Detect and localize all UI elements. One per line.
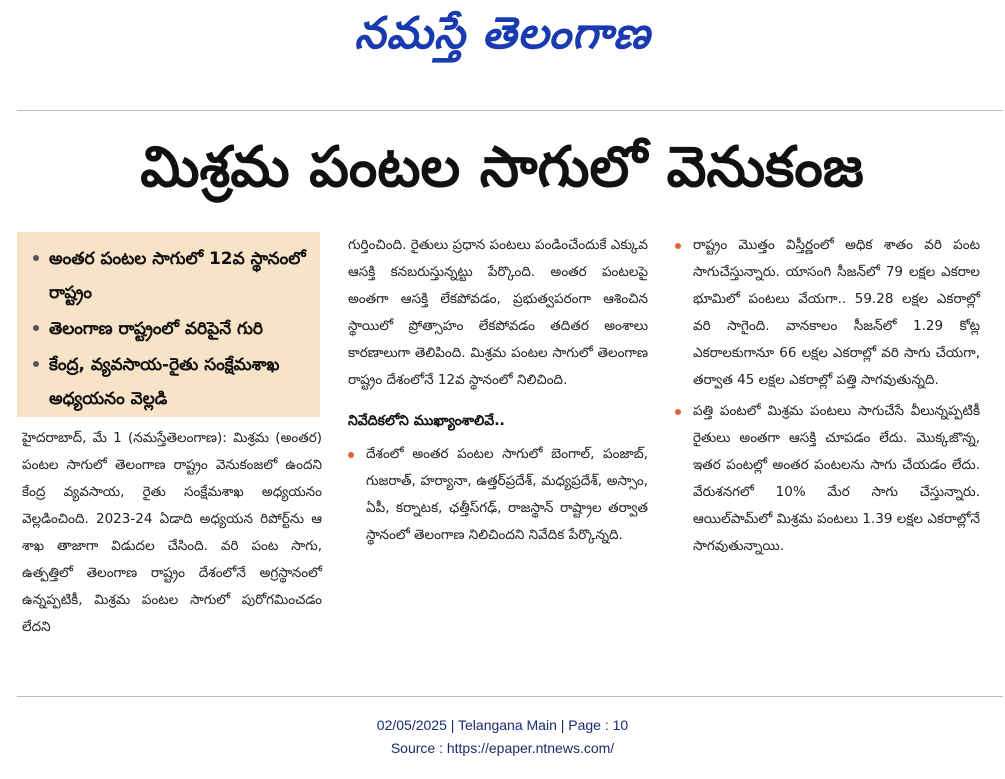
section-subheading: నివేదికలోని ముఖ్యాంశాలివే..: [348, 413, 505, 429]
highlight-text: తెలంగాణ రాష్ట్రంలో వరిపైనే గురి: [49, 319, 263, 339]
highlight-item: [33, 312, 314, 346]
bullet-text: దేశంలో అంతర పంటల సాగులో బెంగాల్, పంజాబ్, గుజరాత్, హర్యానా, ఉత్తర్‌ప్రదేశ్, మధ్యప్రదేశ్, అస్సాం, ఏపీ, కర్నాటక, ఛత్తీస్‌గఢ్, రాజస్థాన్ రాష్ట్రాల తర్వాత స్థానంలో తెలంగాణ నిలిచిందని నివేదిక పేర్కొన్నది.: [366, 446, 648, 543]
article-paragraph: హైదరాబాద్, మే 1 (నమస్తేతెలంగాణ): మిశ్రమ (అంతర) పంటల సాగులో తెలంగాణ రాష్ట్రం వెనుకంజలో ఉందని కేంద్ర వ్యవసాయ, రైతు సంక్షేమశాఖ అధ్యయనం వెల్లడించింది. 2023-24 ఏడాది అధ్యయన రిపోర్ట్‌ను ఆ శాఖ తాజాగా విడుదల చేసింది. వరి పంట సాగు, ఉత్పత్తిలో తెలంగాణ రాష్ట్రం దేశంలోనే అగ్రస్థానంలో ఉన్నప్పటికీ, మిశ్రమ పంటల సాగులో పురోగమించడం లేదని: [22, 430, 322, 635]
highlight-item: [33, 242, 314, 310]
bullet-icon: [33, 325, 39, 331]
edition-info: 02/05/2025 | Telangana Main | Page : 10: [376, 717, 629, 733]
bullet-icon: [33, 361, 39, 367]
bullet-text: రాష్ట్రం మొత్తం విస్తీర్ణంలో అధిక శాతం వరి పంట సాగుచేస్తున్నారు. యాసంగి సీజన్‌లో 79 లక్షల ఎకరాల భూమిలో పంటలు వేయగా.. 59.28 లక్షల ఎకరాల్లో వరి సాగైంది. వానకాలం సీజన్‌లో 1.29 కోట్ల ఎకరాలకుగానూ 66 లక్షల ఎకరాల్లో వరి సాగు చేయగా, తర్వాత 45 లక్షల ఎకరాల్లో పత్తి సాగవుతున్నది.: [693, 237, 980, 388]
bullet-point: [348, 441, 648, 549]
highlight-text: అంతర పంటల సాగులో 12వ స్థానంలో రాష్ట్రం: [49, 249, 306, 303]
article-column-2: [348, 232, 648, 549]
bullet-text: పత్తి పంటలో మిశ్రమ పంటలు సాగుచేసే వీలున్నప్పటికీ రైతులు అంతగా ఆసక్తి చూపడం లేదు. మొక్కజొన్న, ఇతర పంటల్లో అంతర పంటలను సాగు చేయడం లేదు. వేరుశనగలో 10% మేర సాగు చేస్తున్నారు. ఆయిల్‌పామ్‌లో మిశ్రమ పంటలు 1.39 లక్షల ఎకరాల్లోనే సాగవుతున్నాయి.: [693, 403, 980, 554]
article-column-3: [675, 232, 980, 560]
bullet-icon: [675, 243, 681, 249]
masthead-logo-text: నమస్తే తెలంగాణ: [354, 8, 651, 59]
bullet-icon: [348, 452, 354, 458]
highlights-box: [17, 232, 320, 417]
bullet-icon: [675, 409, 681, 415]
source-link[interactable]: Source : https://epaper.ntnews.com/: [390, 740, 615, 756]
highlight-text: కేంద్ర, వ్యవసాయ-రైతు సంక్షేమశాఖ అధ్యయనం వెల్లడి: [49, 355, 280, 409]
highlight-item: [33, 348, 314, 416]
article-column-1: [22, 425, 322, 641]
source-footer: [0, 714, 1005, 760]
bullet-point: [675, 232, 980, 394]
article-headline: మిశ్రమ పంటల సాగులో వెనుకంజ: [140, 135, 864, 200]
bullet-point: [675, 398, 980, 560]
bullet-icon: [33, 255, 39, 261]
masthead: [0, 0, 1005, 78]
article-paragraph: గుర్తించింది. రైతులు ప్రధాన పంటలు పండించేందుకే ఎక్కువ ఆసక్తి కనబరుస్తున్నట్టు పేర్కొంది. అంతర పంటలపై అంతగా ఆసక్తి లేకపోవడం, ప్రభుత్వపరంగా ఆశించిన స్థాయిలో ప్రోత్సాహం లేకపోవడం తదితర అంశాలు కారణాలుగా తెలిపింది. మిశ్రమ పంటల సాగులో తెలంగాణ రాష్ట్రం దేశంలోనే 12వ స్థానంలో నిలిచింది.: [348, 237, 648, 388]
